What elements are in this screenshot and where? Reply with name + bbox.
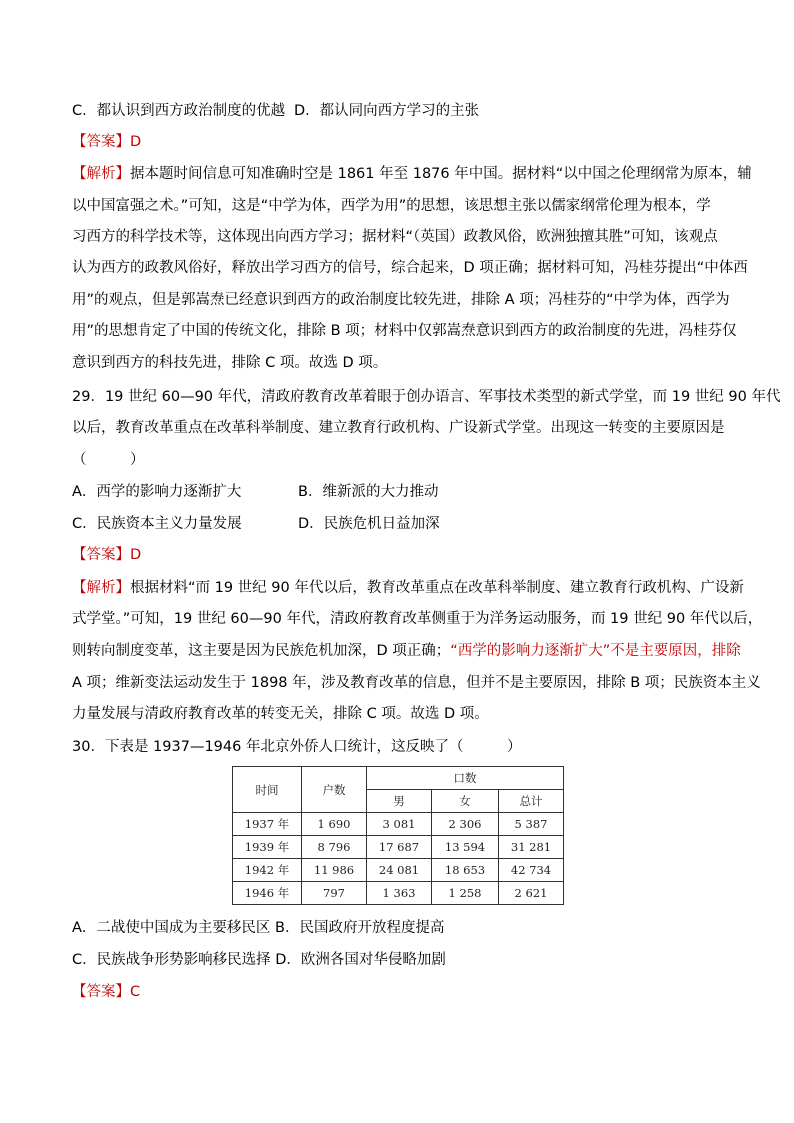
q29-analysis-line: A 项；维新变法运动发生于 1898 年，涉及教育改革的信息，但并不是主要原因，排除 B 项；民族资本主义 bbox=[72, 675, 761, 691]
cell-households: 8 796 bbox=[302, 836, 367, 859]
q28-analysis-line: 意识到西方的科技先进，排除 C 项。故选 D 项。 bbox=[72, 355, 388, 371]
cell-year: 1937 年 bbox=[233, 813, 302, 836]
analysis-text: 据本题时间信息可知准确时空是 1861 年至 1876 年中国。据材料“以中国之伦理纲常为原本，辅 bbox=[130, 166, 752, 182]
cell-female: 2 306 bbox=[432, 813, 499, 836]
table-header-time: 时间 bbox=[233, 767, 302, 813]
q28-analysis-line: 以中国富强之术。”可知，这是“中学为体，西学为用”的思想，该思想主张以儒家纲常伦理为根本，学 bbox=[72, 198, 711, 214]
q28-option-d: D．都认同向西方学习的主张 bbox=[294, 103, 480, 119]
q29-analysis-line bbox=[72, 641, 741, 661]
q28-analysis-line bbox=[72, 164, 752, 184]
cell-male: 3 081 bbox=[367, 813, 432, 836]
cell-year: 1946 年 bbox=[233, 882, 302, 905]
q30-stem: 30．下表是 1937—1946 年北京外侨人口统计，这反映了（ ） bbox=[72, 739, 522, 755]
cell-total: 2 621 bbox=[499, 882, 564, 905]
q29-answer bbox=[72, 545, 141, 565]
answer-tag: 【答案】 bbox=[72, 984, 130, 1000]
q28-analysis-line: 用”的思想肯定了中国的传统文化，排除 B 项；材料中仅郭嵩焘意识到西方的政治制度的先进，冯桂芬仅 bbox=[72, 323, 737, 339]
q29-option-c: C．民族资本主义力量发展 bbox=[72, 516, 242, 532]
cell-total: 5 387 bbox=[499, 813, 564, 836]
cell-female: 1 258 bbox=[432, 882, 499, 905]
q29-stem-line: 29．19 世纪 60—90 年代，清政府教育改革着眼于创办语言、军事技术类型的新式学堂，而 19 世纪 90 年代 bbox=[72, 389, 781, 405]
q29-option-d: D．民族危机日益加深 bbox=[298, 516, 440, 532]
analysis-text: 则转向制度变革，这主要是因为民族危机加深，D 项正确； bbox=[72, 643, 451, 659]
analysis-tag: 【解析】 bbox=[72, 580, 130, 596]
table-row bbox=[233, 836, 564, 859]
table-row bbox=[233, 882, 564, 905]
table-subheader-male: 男 bbox=[367, 790, 432, 813]
table-subheader-total: 总计 bbox=[499, 790, 564, 813]
answer-value: D bbox=[130, 134, 142, 150]
q28-analysis-line: 认为西方的政教风俗好，释放出学习西方的信号，综合起来，D 项正确；据材料可知，冯桂芬提出“中体西 bbox=[72, 260, 748, 276]
q28-analysis-line: 习西方的科学技术等，这体现出向西方学习；据材料“（英国）政教风俗，欧洲独擅其胜”可知，该观点 bbox=[72, 229, 718, 245]
q28-analysis-line: 用”的观点，但是郭嵩焘已经意识到西方的政治制度比较先进，排除 A 项；冯桂芬的“中学为体，西学为 bbox=[72, 292, 730, 308]
cell-female: 13 594 bbox=[432, 836, 499, 859]
q29-stem-line: （ ） bbox=[72, 452, 145, 468]
q29-option-a: A．西学的影响力逐渐扩大 bbox=[72, 484, 242, 500]
cell-year: 1939 年 bbox=[233, 836, 302, 859]
q29-analysis-line bbox=[72, 578, 744, 598]
q30-options-row: C．民族战争形势影响移民选择 D．欧洲各国对华侵略加剧 bbox=[72, 952, 446, 968]
cell-households: 1 690 bbox=[302, 813, 367, 836]
cell-households: 11 986 bbox=[302, 859, 367, 882]
q29-stem-line: 以后，教育改革重点在改革科举制度、建立教育行政机构、广设新式学堂。出现这一转变的主要原因是 bbox=[72, 420, 725, 436]
answer-tag: 【答案】 bbox=[72, 547, 130, 563]
q29-options-row bbox=[72, 514, 440, 534]
q29-option-b: B．维新派的大力推动 bbox=[298, 484, 439, 500]
cell-male: 24 081 bbox=[367, 859, 432, 882]
table-row bbox=[233, 859, 564, 882]
analysis-tag: 【解析】 bbox=[72, 166, 130, 182]
cell-female: 18 653 bbox=[432, 859, 499, 882]
table-header-population: 口数 bbox=[367, 767, 564, 790]
analysis-text-highlight: “西学的影响力逐渐扩大”不是主要原因，排除 bbox=[450, 643, 741, 659]
answer-value: D bbox=[130, 547, 142, 563]
q29-options-row bbox=[72, 482, 439, 502]
q28-options-row bbox=[72, 101, 480, 121]
q28-answer bbox=[72, 132, 141, 152]
table-row bbox=[233, 813, 564, 836]
q29-analysis-line: 力量发展与清政府教育改革的转变无关，排除 C 项。故选 D 项。 bbox=[72, 706, 489, 722]
q30-answer bbox=[72, 982, 140, 1002]
table-subheader-female: 女 bbox=[432, 790, 499, 813]
cell-total: 31 281 bbox=[499, 836, 564, 859]
q28-option-c: C．都认识到西方政治制度的优越 bbox=[72, 103, 286, 119]
q30-options-row: A．二战使中国成为主要移民区 B．民国政府开放程度提高 bbox=[72, 920, 445, 936]
cell-year: 1942 年 bbox=[233, 859, 302, 882]
cell-male: 1 363 bbox=[367, 882, 432, 905]
cell-households: 797 bbox=[302, 882, 367, 905]
population-table bbox=[232, 766, 564, 905]
analysis-text: 根据材料“而 19 世纪 90 年代以后，教育改革重点在改革科举制度、建立教育行政机构、广设新 bbox=[130, 580, 744, 596]
cell-male: 17 687 bbox=[367, 836, 432, 859]
answer-tag: 【答案】 bbox=[72, 134, 130, 150]
q29-analysis-line: 式学堂。”可知，19 世纪 60—90 年代，清政府教育改革侧重于为洋务运动服务，而 19 世纪 90 年代以后， bbox=[72, 611, 763, 627]
cell-total: 42 734 bbox=[499, 859, 564, 882]
answer-value: C bbox=[130, 984, 141, 1000]
table-header-households: 户数 bbox=[302, 767, 367, 813]
